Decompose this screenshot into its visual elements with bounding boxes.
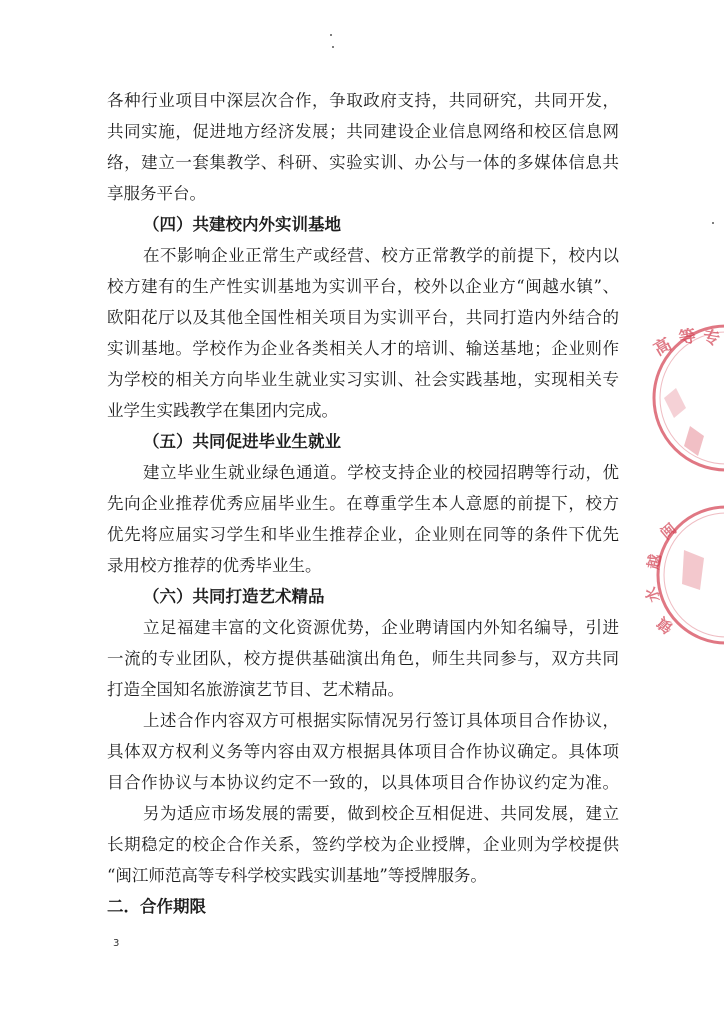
paragraph-line: 建立毕业生就业绿色通道。学校支持企业的校园招聘等行动，优 xyxy=(143,463,619,482)
paragraph-line: 优先将应届实习学生和毕业生推荐企业，企业则在同等的条件下优先 xyxy=(107,525,619,544)
svg-text:越: 越 xyxy=(644,552,665,571)
scan-speck xyxy=(712,222,714,224)
paragraph-line: 各种行业项目中深层次合作，争取政府支持，共同研究，共同开发， xyxy=(107,91,619,110)
section-heading-2: 二．合作期限 xyxy=(107,897,206,916)
svg-text:镇: 镇 xyxy=(653,613,677,637)
paragraph-line: 为学校的相关方向毕业生就业实习实训、社会实践基地，实现相关专 xyxy=(107,370,619,389)
paragraph-line: 先向企业推荐优秀应届毕业生。在尊重学生本人意愿的前提下，校方 xyxy=(107,494,619,513)
paragraph-line: 享服务平台。 xyxy=(107,184,206,203)
paragraph-line: 目合作协议与本协议约定不一致的，以具体项目合作协议约定为准。 xyxy=(107,773,619,792)
paragraph-line: 一流的专业团队，校方提供基础演出角色，师生共同参与，双方共同 xyxy=(107,649,619,668)
page-number: 3 xyxy=(113,938,120,949)
paragraph-line: 另为适应市场发展的需要，做到校企互相促进、共同发展，建立 xyxy=(143,804,619,823)
paragraph-line: 打造全国知名旅游演艺节目、艺术精品。 xyxy=(107,680,404,699)
paragraph-line: 录用校方推荐的优秀毕业生。 xyxy=(107,556,322,575)
paragraph-line: 校方建有的生产性实训基地为实训平台，校外以企业方“闽越水镇”、 xyxy=(107,277,619,296)
paragraph-line: 长期稳定的校企合作关系，签约学校为企业授牌，企业则为学校提供 xyxy=(107,835,619,854)
section-heading-6: （六）共同打造艺术精品 xyxy=(143,587,325,606)
paragraph-line: 在不影响企业正常生产或经营、校方正常教学的前提下，校内以 xyxy=(143,246,619,265)
section-heading-4: （四）共建校内外实训基地 xyxy=(143,215,341,234)
red-seal-stamp xyxy=(646,318,724,478)
svg-text:闽: 闽 xyxy=(657,519,681,544)
svg-text:水: 水 xyxy=(641,584,664,605)
paragraph-line: 欧阳花厅以及其他全国性相关项目为实训平台，共同打造内外结合的 xyxy=(107,308,619,327)
paragraph-line: 立足福建丰富的文化资源优势，企业聘请国内外知名编导，引进 xyxy=(143,618,619,637)
scan-speck xyxy=(332,46,334,48)
section-heading-5: （五）共同促进毕业生就业 xyxy=(143,432,341,451)
scan-speck xyxy=(330,34,332,36)
red-seal-stamp xyxy=(641,500,724,650)
paragraph-line: “闽江师范高等专科学校实践实训基地”等授牌服务。 xyxy=(107,866,487,885)
paragraph-line: 实训基地。学校作为企业各类相关人才的培训、输送基地；企业则作 xyxy=(107,339,619,358)
svg-text:等: 等 xyxy=(677,326,698,349)
paragraph-line: 业学生实践教学在集团内完成。 xyxy=(107,401,338,420)
svg-text:专: 专 xyxy=(701,327,722,350)
paragraph-line: 络，建立一套集教学、科研、实验实训、办公与一体的多媒体信息共 xyxy=(107,153,619,172)
svg-text:高: 高 xyxy=(650,334,676,361)
paragraph-line: 共同实施，促进地方经济发展；共同建设企业信息网络和校区信息网 xyxy=(107,122,619,141)
paragraph-line: 具体双方权利义务等内容由双方根据具体项目合作协议确定。具体项 xyxy=(107,742,619,761)
paragraph-line: 上述合作内容双方可根据实际情况另行签订具体项目合作协议， xyxy=(143,711,619,730)
